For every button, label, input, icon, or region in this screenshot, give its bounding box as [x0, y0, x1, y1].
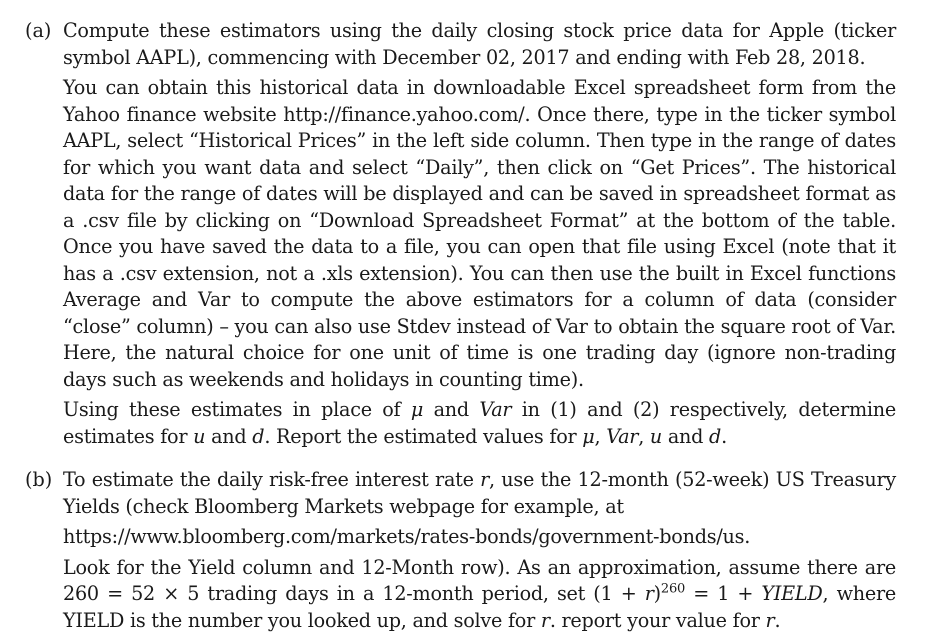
text-run: . Report the estimated values for	[264, 424, 583, 448]
text-run: and	[423, 398, 480, 421]
text-run: , where YIELD is the number you looked up, and solve for	[63, 582, 896, 632]
item-b-paragraph-3	[63, 555, 896, 635]
item-b-url: https://www.bloomberg.com/markets/rates-bonds/government-bonds/us.	[63, 525, 751, 548]
text-run: .	[721, 424, 727, 448]
item-b-paragraph-1	[63, 467, 896, 520]
math-r: r	[765, 608, 775, 632]
math-var: Var	[606, 424, 639, 448]
text-run: .	[774, 608, 781, 632]
math-d: d	[709, 424, 722, 448]
text-run: ,	[638, 424, 650, 448]
text-run: and	[205, 424, 253, 448]
text-run: and	[662, 424, 710, 448]
text-run: ,	[594, 424, 607, 448]
text-run: Look for the Yield column and 12-Month row). As an approximation, assume there are 260 = 52 × 5 trading days in a 12-month period, set (1 +	[63, 555, 896, 605]
text-run: Using these estimates in place of	[63, 398, 411, 421]
math-exponent: 260	[660, 581, 685, 597]
text-run: )	[653, 582, 661, 605]
item-a-paragraph-3	[63, 397, 896, 450]
math-r: r	[540, 608, 550, 632]
item-a-label: (a)	[25, 19, 52, 42]
math-r: r	[644, 582, 654, 605]
math-d: d	[252, 424, 265, 448]
text-run: = 1 +	[685, 582, 762, 605]
math-yield: YIELD	[761, 582, 823, 605]
math-mu: μ	[582, 424, 595, 448]
text-run: . report your value for	[549, 608, 766, 632]
text-run: , use the 12-month (52-week) US Treasury Yields (check Bloomberg Markets webpage for example, at	[63, 468, 896, 518]
math-mu: μ	[410, 398, 424, 421]
math-var: Var	[479, 398, 512, 421]
item-a-body	[63, 18, 896, 450]
math-r: r	[480, 468, 490, 491]
item-b-label: (b)	[25, 468, 53, 491]
item-a-paragraph-1: Compute these estimators using the daily closing stock price data for Apple (ticker symbol AAPL), commencing with December 02, 2017 and ending with Feb 28, 2018.	[63, 19, 896, 69]
text-run: in (1) and (2) respectively, determine estimates for	[63, 398, 896, 448]
text-run: To estimate the daily risk-free interest rate	[63, 468, 481, 491]
math-u: u	[193, 424, 206, 448]
item-b-body	[63, 467, 896, 634]
item-a-paragraph-2: You can obtain this historical data in downloadable Excel spreadsheet form from the Yahoo finance website http://finance.yahoo.com/. Once there, type in the ticker symbol AAPL, select “Historical Prices” in the left side column. Then type in the range of dates for which you want data and select “Daily”, then click on “Get Prices”. The historical data for the range of dates will be displayed and can be saved in spreadsheet format as a .csv file by clicking on “Download Spreadsheet Format” at the bottom of the table. Once you have saved the data to a file, you can open that file using Excel (note that it has a .csv extension, not a .xls extension). You can then use the built in Excel functions Average and Var to compute the above estimators for a column of data (consider “close” column) – you can also use Stdev instead of Var to obtain the square root of Var. Here, the natural choice for one unit of time is one trading day (ignore non-trading days such as weekends and holidays in counting time).	[63, 76, 896, 391]
math-u: u	[649, 424, 662, 448]
